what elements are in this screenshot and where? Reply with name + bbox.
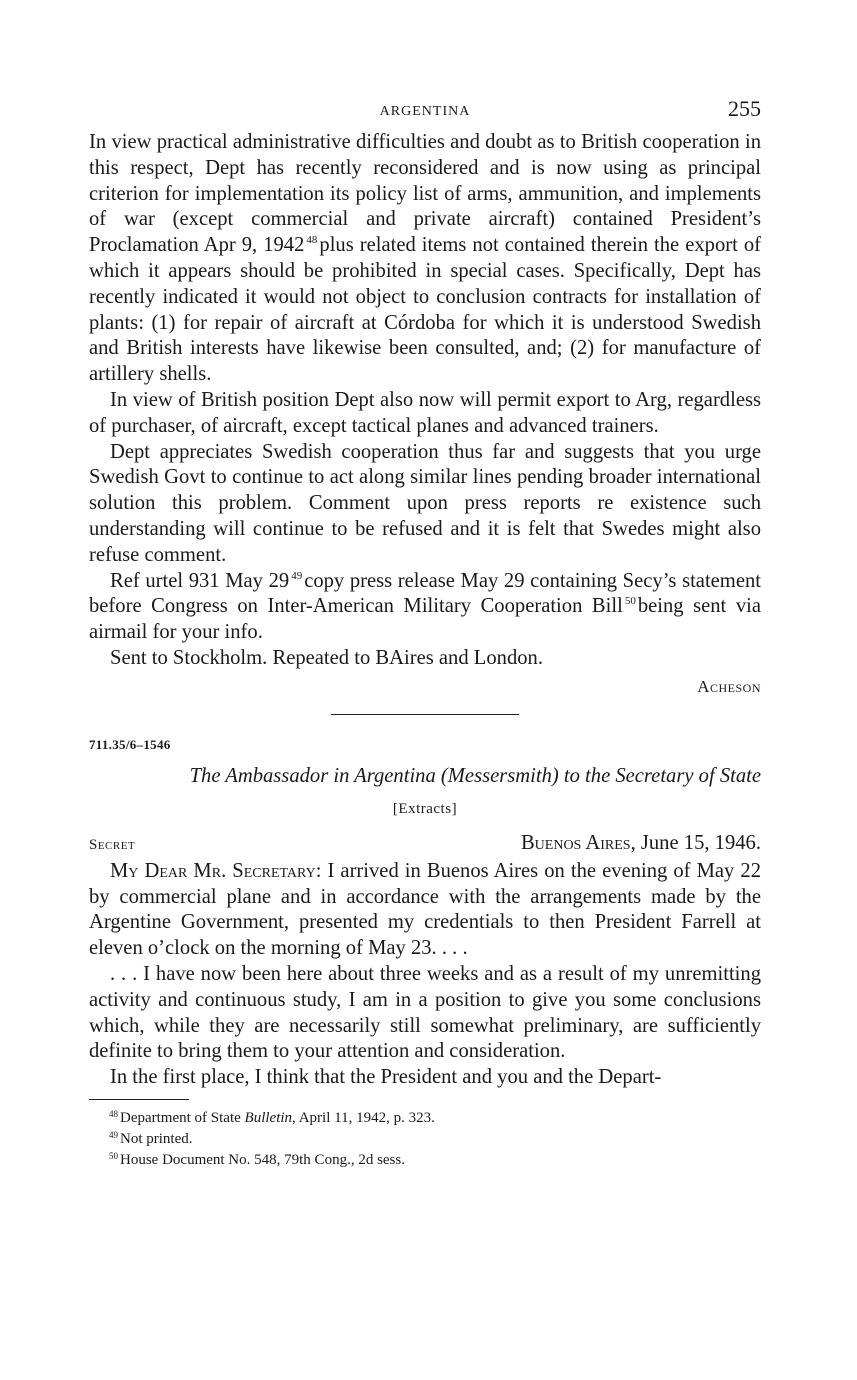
footnote-text-end: , April 11, 1942, p. 323.	[292, 1109, 435, 1126]
telegram-paragraph-4-text-a: Ref urtel 931 May 29	[110, 569, 290, 592]
footnote-marker: 50	[109, 1150, 118, 1161]
telegram-paragraph-5: Sent to Stockholm. Repeated to BAires and London.	[110, 646, 543, 669]
telegram-body	[89, 130, 761, 672]
telegram-paragraph-4-text-c: being sent via airmail for your info.	[89, 595, 761, 644]
footnote-text: House Document No. 548, 79th Cong., 2d sess.	[120, 1151, 405, 1168]
page-number: 255	[728, 96, 761, 121]
telegram-paragraph-1	[89, 130, 761, 388]
telegram-paragraph-1-text-b: plus related items not contained therein the export of which it appears should be prohibited in special cases. Specifically, Dept has recently indicated it would not object to conclusion contracts for installation of plants: (1) for repair of aircraft at Córdoba for which it is understood Swedish and British interests have likewise been consulted, and; (2) for manufacture of artillery shells.	[89, 234, 762, 386]
footnote-48	[109, 1106, 761, 1127]
running-head	[89, 96, 761, 130]
footnote-50	[109, 1148, 761, 1169]
salutation: My Dear Mr. Secretary	[110, 859, 316, 882]
footnote-49	[109, 1127, 761, 1148]
telegram-paragraph-4-text-b: copy press release May 29 containing Secy’s statement before Congress on Inter-American Military Cooperation Bill	[89, 569, 761, 618]
document-heading: The Ambassador in Argentina (Messersmith) to the Secretary of State	[189, 764, 761, 787]
dateline-date: , June 15, 1946.	[630, 831, 761, 854]
letter-paragraph-2: . . . I have now been here about three weeks and as a result of my unremitting activity and continuous study, I am in a position to give you some conclusions which, while they are necessarily still somewhat preliminary, are sufficiently definite to bring them to your attention and consideration.	[89, 962, 761, 1063]
footnote-ref-48: 48	[306, 234, 318, 247]
extracts-label: [Extracts]	[392, 800, 458, 817]
telegram-paragraph-2: In view of British position Dept also now will permit export to Arg, regardless of purchaser, of aircraft, except tactical planes and advanced trainers.	[89, 388, 761, 437]
letter-paragraph-3: In the first place, I think that the President and you and the Depart-	[110, 1066, 662, 1089]
dateline-row	[89, 832, 761, 855]
telegram-paragraph-4	[89, 569, 761, 646]
footnote-text: Department of State	[120, 1109, 245, 1126]
dateline-place: Buenos Aires	[520, 831, 631, 854]
dateline	[521, 832, 761, 855]
section-divider	[331, 714, 519, 715]
footnotes	[89, 1106, 761, 1169]
running-title: ARGENTINA	[379, 104, 471, 119]
classification-label: Secret	[89, 836, 136, 853]
footnote-marker: 48	[109, 1108, 118, 1119]
letter-body	[89, 859, 761, 1091]
document-page	[89, 96, 761, 1169]
file-number: 711.35/6–1546	[89, 736, 171, 752]
footnote-ref-49: 49	[291, 569, 303, 582]
telegram-paragraph-1-text-a: In view practical administrative difficulties and doubt as to British cooperation in this respect, Dept has recently reconsidered and is now using as principal criterion for implementation its policy list of arms, ammunition, and implements of war (except commercial and private aircraft) contained President’s Proclamation Apr 9, 1942	[89, 131, 761, 257]
footnote-text: Not printed.	[120, 1130, 193, 1147]
footnote-text-italic: Bulletin	[244, 1109, 293, 1126]
footnote-rule	[89, 1099, 189, 1100]
telegram-paragraph-3: Dept appreciates Swedish cooperation thus far and suggests that you urge Swedish Govt to continue to act along similar lines pending broader international solution this problem. Comment upon press reports re existence such understanding will continue to be refused and it is felt that Swedes might also refuse comment.	[89, 440, 761, 566]
footnote-ref-50: 50	[624, 595, 636, 608]
letter-paragraph-1-text: : I arrived in Buenos Aires on the evening of May 22 by commercial plane and in accordance with the arrangements made by the Argentine Government, presented my credentials to then President Farrell at eleven o’clock on the morning of May 23. . . .	[89, 859, 761, 960]
letter-paragraph-1	[89, 859, 761, 962]
signature: Acheson	[697, 676, 761, 696]
footnote-marker: 49	[109, 1129, 118, 1140]
